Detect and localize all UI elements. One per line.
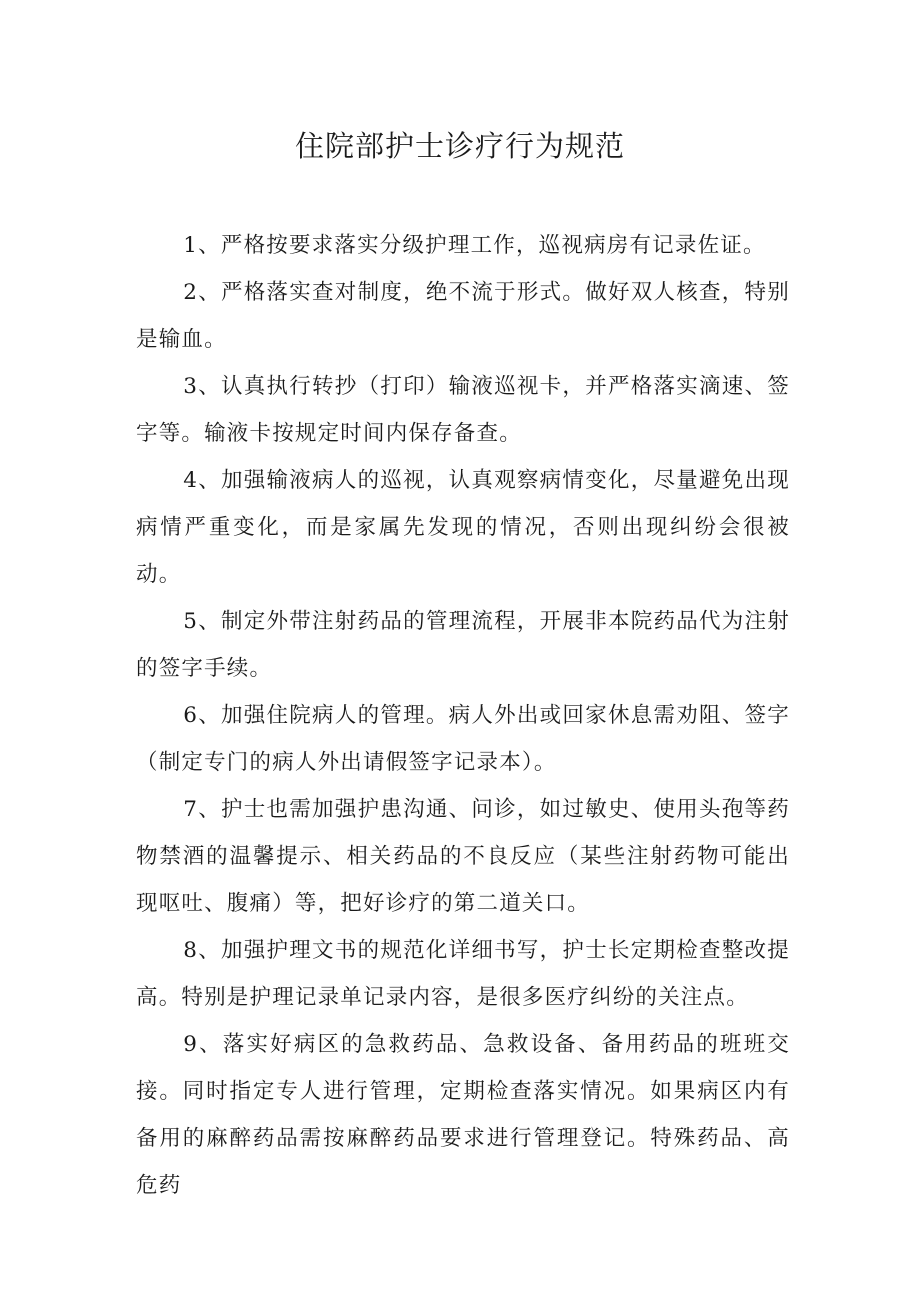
paragraph-9: 9、落实好病区的急救药品、急救设备、备用药品的班班交接。同时指定专人进行管理，定期检查落实情况。如果病区内有备用的麻醉药品需按麻醉药品要求进行管理登记。特殊药品、高危药 <box>136 1032 790 1198</box>
paragraph-2: 2、严格落实查对制度，绝不流于形式。做好双人核查，特别是输血。 <box>136 280 790 352</box>
paragraph-1: 1、严格按要求落实分级护理工作，巡视病房有记录佐证。 <box>183 233 766 258</box>
document-body <box>136 222 790 1209</box>
document-title: 住院部护士诊疗行为规范 <box>294 129 625 163</box>
paragraph-8: 8、加强护理文书的规范化详细书写，护士长定期检查整改提高。特别是护理记录单记录内容，是很多医疗纠纷的关注点。 <box>136 938 790 1010</box>
paragraph-7: 7、护士也需加强护患沟通、问诊，如过敏史、使用头孢等药物禁酒的温馨提示、相关药品的不良反应（某些注射药物可能出现呕吐、腹痛）等，把好诊疗的第二道关口。 <box>136 797 790 916</box>
paragraph-3: 3、认真执行转抄（打印）输液巡视卡，并严格落实滴速、签字等。输液卡按规定时间内保存备查。 <box>136 374 790 446</box>
paragraph-4: 4、加强输液病人的巡视，认真观察病情变化，尽量避免出现病情严重变化，而是家属先发现的情况，否则出现纠纷会很被动。 <box>136 468 790 587</box>
paragraph-5: 5、制定外带注射药品的管理流程，开展非本院药品代为注射的签字手续。 <box>136 609 790 681</box>
paragraph-6: 6、加强住院病人的管理。病人外出或回家休息需劝阻、签字（制定专门的病人外出请假签字记录本）。 <box>136 703 790 775</box>
